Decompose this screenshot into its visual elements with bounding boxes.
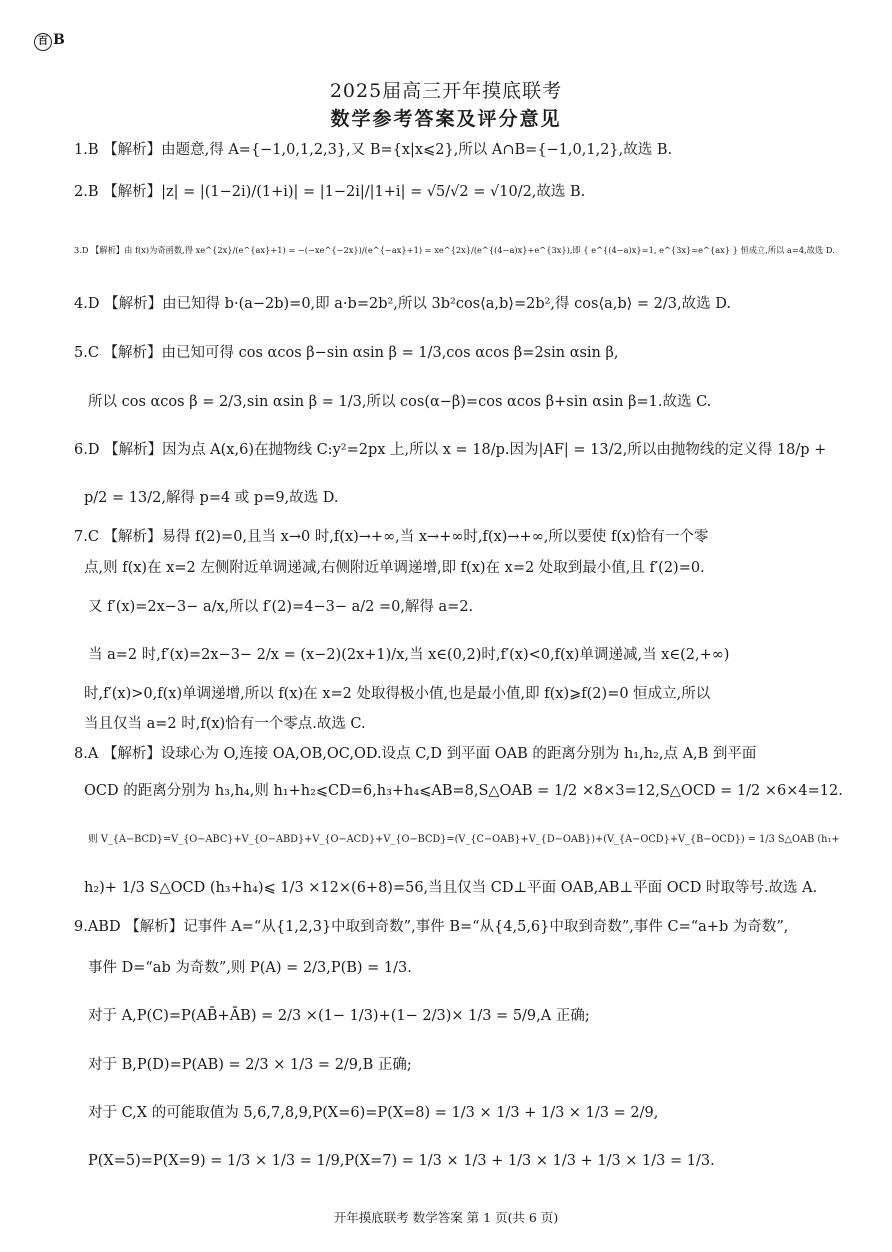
answer-line: 时,f′(x)>0,f(x)单调递增,所以 f(x)在 x=2 处取得极小值,也是最小值,即 f(x)⩾f(2)=0 恒成立,所以: [84, 686, 711, 702]
answer-line: 2.B 【解析】|z| = |(1−2i)/(1+i)| = |1−2i|/|1+i| = √5/√2 = √10/2,故选 B.: [74, 184, 586, 200]
answer-line: 点,则 f(x)在 x=2 左侧附近单调递减,右侧附近单调递增,即 f(x)在 x=2 处取到最小值,且 f′(2)=0.: [84, 560, 705, 576]
answer-line: 5.C 【解析】由已知可得 cos αcos β−sin αsin β = 1/3,cos αcos β=2sin αsin β,: [74, 345, 619, 361]
answer-line: 对于 C,X 的可能取值为 5,6,7,8,9,P(X=6)=P(X=8) = 1/3 × 1/3 + 1/3 × 1/3 = 2/9,: [88, 1105, 659, 1121]
answer-line: 对于 B,P(D)=P(AB) = 2/3 × 1/3 = 2/9,B 正确;: [88, 1057, 412, 1073]
answer-line: 又 f′(x)=2x−3− a/x,所以 f′(2)=4−3− a/2 =0,解得 a=2.: [88, 599, 474, 615]
answer-line: 当且仅当 a=2 时,f(x)恰有一个零点.故选 C.: [84, 716, 366, 732]
answer-line: 则 V_{A−BCD}=V_{O−ABC}+V_{O−ABD}+V_{O−ACD}+V_{O−BCD}=(V_{C−OAB}+V_{D−OAB})+(V_{A−OCD}+V_{B−OCD}) = 1/3 S△OAB (h₁+: [88, 834, 840, 845]
answer-line: 1.B 【解析】由题意,得 A={−1,0,1,2,3},又 B={x|x⩽2},所以 A∩B={−1,0,1,2},故选 B.: [74, 142, 673, 158]
answer-key-subtitle: 数学参考答案及评分意见: [330, 108, 562, 130]
answer-line: 7.C 【解析】易得 f(2)=0,且当 x→0 时,f(x)→+∞,当 x→+∞时,f(x)→+∞,所以要使 f(x)恰有一个零: [74, 529, 709, 545]
answer-line: p/2 = 13/2,解得 p=4 或 p=9,故选 D.: [84, 490, 339, 506]
answer-line: 9.ABD 【解析】记事件 A=“从{1,2,3}中取到奇数”,事件 B=“从{4,5,6}中取到奇数”,事件 C=“a+b 为奇数”,: [74, 919, 789, 935]
answer-line: 事件 D=“ab 为奇数”,则 P(A) = 2/3,P(B) = 1/3.: [88, 960, 412, 976]
page-footer: 开年摸底联考 数学答案 第 1 页(共 6 页): [333, 1210, 559, 1225]
exam-title: 2025届高三开年摸底联考: [329, 80, 563, 102]
logo-letter: B: [53, 32, 65, 48]
answer-line: OCD 的距离分别为 h₃,h₄,则 h₁+h₂⩽CD=6,h₃+h₄⩽AB=8,S△OAB = 1/2 ×8×3=12,S△OCD = 1/2 ×6×4=12.: [84, 783, 843, 799]
answer-line: 6.D 【解析】因为点 A(x,6)在抛物线 C:y²=2px 上,所以 x = 18/p.因为|AF| = 13/2,所以由抛物线的定义得 18/p +: [74, 442, 827, 458]
answer-line: 当 a=2 时,f′(x)=2x−3− 2/x = (x−2)(2x+1)/x,当 x∈(0,2)时,f′(x)<0,f(x)单调递减,当 x∈(2,+∞): [88, 647, 730, 663]
logo-circle-mark: 百: [34, 33, 52, 51]
answer-line: h₂)+ 1/3 S△OCD (h₃+h₄)⩽ 1/3 ×12×(6+8)=56,当且仅当 CD⊥平面 OAB,AB⊥平面 OCD 时取等号.故选 A.: [84, 880, 818, 896]
answer-line: 4.D 【解析】由已知得 b·(a−2b)=0,即 a·b=2b²,所以 3b²cos⟨a,b⟩=2b²,得 cos⟨a,b⟩ = 2/3,故选 D.: [74, 296, 731, 312]
answer-line: 8.A 【解析】设球心为 O,连接 OA,OB,OC,OD.设点 C,D 到平面 OAB 的距离分别为 h₁,h₂,点 A,B 到平面: [74, 746, 757, 762]
publisher-logo: [34, 32, 65, 51]
answer-line: 对于 A,P(C)=P(AB̄+ĀB) = 2/3 ×(1− 1/3)+(1− 2/3)× 1/3 = 5/9,A 正确;: [88, 1008, 590, 1024]
answer-line: P(X=5)=P(X=9) = 1/3 × 1/3 = 1/9,P(X=7) = 1/3 × 1/3 + 1/3 × 1/3 + 1/3 × 1/3 = 1/3.: [88, 1153, 715, 1169]
answer-line: 3.D 【解析】由 f(x)为奇函数,得 xe^{2x}/(e^{ax}+1) = −(−xe^{−2x})/(e^{−ax}+1) = xe^{2x}/(e^{(4−a)x}+e^{3x}),即 { e^{(4−a)x}=1, e^{3x}=e^{ax} } 恒成立,所以 a=4,故选 D.: [74, 245, 835, 255]
answer-line: 所以 cos αcos β = 2/3,sin αsin β = 1/3,所以 cos(α−β)=cos αcos β+sin αsin β=1.故选 C.: [88, 394, 712, 410]
